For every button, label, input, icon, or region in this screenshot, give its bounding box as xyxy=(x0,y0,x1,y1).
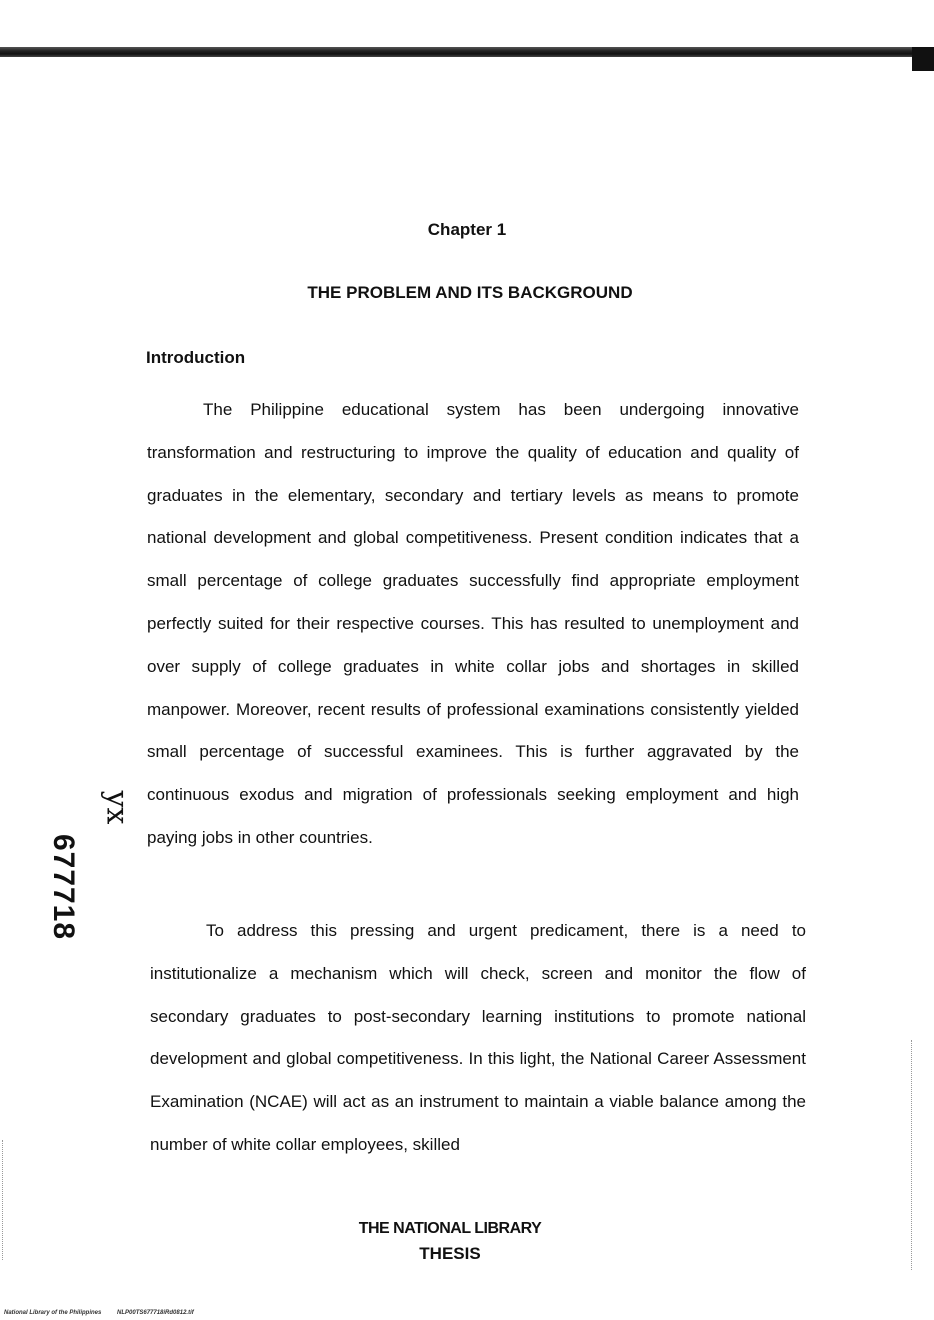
library-stamp: THE NATIONAL LIBRARY xyxy=(358,1220,542,1237)
margin-accession-stamp xyxy=(40,790,135,990)
footer-source: National Library of the Philippines xyxy=(4,1310,102,1316)
paragraph-2-text: To address this pressing and urgent predicament, there is a need to institutionalize a mechanism which will check, screen and monitor the flow of secondary graduates to post-secondary learning institutions to promote national development and global competitiveness. In this light, the National Career Assessment Examination (NCAE) will act as an instrument to maintain a viable balance among the number of white collar employees, skilled xyxy=(150,921,806,1154)
thesis-stamp: THESIS xyxy=(419,1244,481,1263)
margin-stamp-mark: yx xyxy=(99,790,135,825)
paragraph-2 xyxy=(150,910,806,1167)
scan-edge-noise-left xyxy=(2,1140,11,1260)
paragraph-1-text: The Philippine educational system has been undergoing innovative transformation and restructuring to improve the quality of education and quality of graduates in the elementary, secondary and tertiary levels as means to promote national development and global competitiveness. Present condition indicates that a small percentage of college graduates successfully find appropriate employment perfectly suited for their respective courses. This has resulted to unemployment and over supply of college graduates in white collar jobs and shortages in skilled manpower. Moreover, recent results of professional examinations consistently yielded small percentage of successful examinees. This is further aggravated by the continuous exodus and migration of professionals seeking employment and high paying jobs in other countries. xyxy=(147,400,799,847)
scan-edge-noise-right xyxy=(911,1040,920,1270)
scan-top-border-cap xyxy=(912,47,934,71)
margin-stamp-number: 677718 xyxy=(47,833,81,941)
chapter-title: THE PROBLEM AND ITS BACKGROUND xyxy=(307,283,633,302)
footer-file-id: NLP00TS677718iRd0812.tif xyxy=(117,1310,194,1316)
scan-top-border xyxy=(0,47,934,57)
chapter-label: Chapter 1 xyxy=(427,220,507,239)
paragraph-1 xyxy=(147,389,799,860)
section-heading: Introduction xyxy=(146,348,246,367)
scan-footer xyxy=(4,1310,208,1316)
